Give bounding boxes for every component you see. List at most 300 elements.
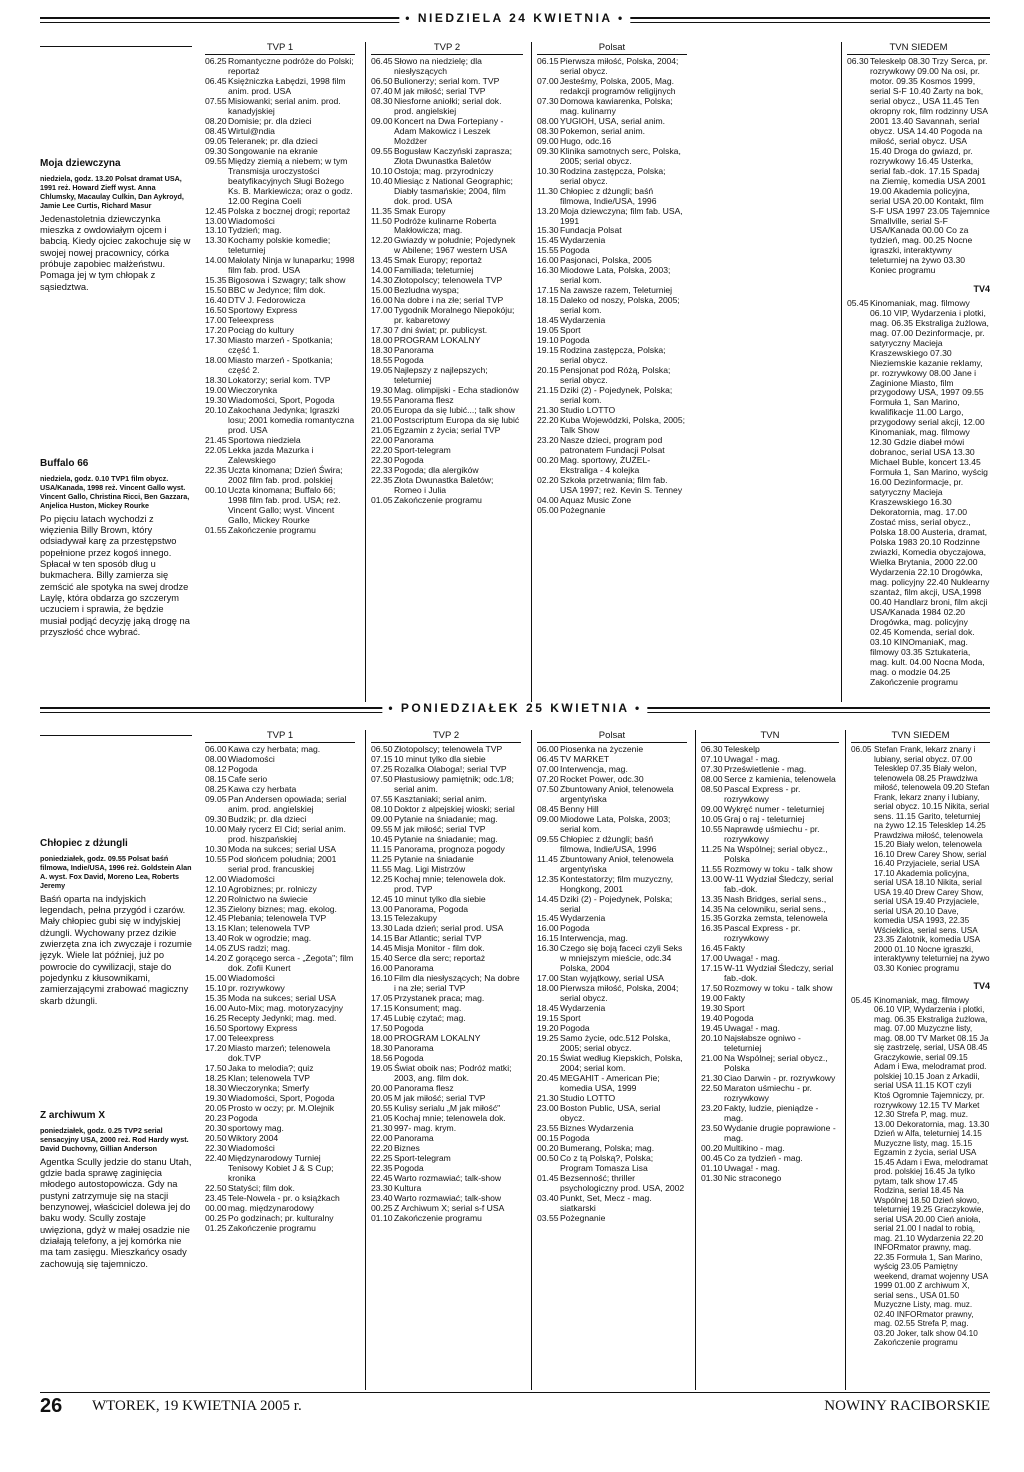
program-time: 00.15 (537, 1132, 559, 1143)
program-time: 18.56 (371, 1053, 393, 1064)
program-title: sportowy mag. (228, 1122, 284, 1133)
program-title: Miasto marzeń - Spotkania; część 1. (228, 335, 333, 356)
program-title: Konsument; mag. (394, 1003, 462, 1014)
program-title: Serce z kamienia, telenowela (724, 773, 836, 784)
program-time: 00.20 (537, 454, 559, 465)
program-time: 20.30 (205, 1122, 227, 1133)
program-title: Graj o raj - teleturniej (724, 813, 805, 824)
program-title: Songowanie na ekranie (228, 145, 318, 156)
program-time: 19.30 (205, 1092, 227, 1103)
program-time: 19.30 (205, 394, 227, 405)
program-entry (537, 296, 687, 316)
program-time: 20.05 (205, 1102, 227, 1113)
program-time: 22.00 (371, 1132, 393, 1143)
program-time: 03.55 (537, 1212, 559, 1223)
program-time: 09.55 (371, 823, 393, 834)
film-description: Agentka Scully jedzie do stanu Utah, gdzie bada sprawę zaginięcia młodego autostopowicza. Gdy na pustyni zatrzymuje się na stacji benzynowej, właściciel dolewa jej do baku wody. Scully zostaje uwięziona, gdyż w małej osadzie nie działają telefony, a jej komórka nie ma tam zasięgu. Mieszkańcy osady zachowują się tajemniczo. (40, 1156, 192, 1269)
program-time: 12.25 (371, 873, 393, 884)
program-time: 10.10 (371, 165, 393, 176)
program-title: Warto rozmawiać; talk-show (394, 1172, 502, 1183)
program-title: Teleranek; pr. dla dzieci (228, 135, 318, 146)
program-time: 14.35 (701, 903, 723, 914)
program-time: 20.05 (371, 404, 393, 415)
program-title: Zbuntowany Anioł, telenowela argentyńska (560, 783, 674, 804)
program-time: 22.00 (371, 434, 393, 445)
program-title: Statyści; film dok. (228, 1182, 295, 1193)
program-title: Lada dzień; serial prod. USA (394, 923, 504, 934)
program-time: 10.00 (205, 823, 227, 834)
program-title: Bigosowa i Szwagry; talk show (228, 275, 346, 286)
program-title: Niesforne aniołki; serial dok. prod. angielskiej (394, 95, 502, 116)
program-time: 08.50 (701, 783, 723, 794)
program-title: Misja Monitor - film dok. (394, 943, 485, 954)
program-title: ZUS radzi; mag. (228, 943, 291, 954)
program-entry (371, 217, 523, 237)
program-time: 16.00 (371, 963, 393, 974)
program-time: 07.30 (537, 95, 559, 106)
program-title: Ciao Darwin - pr. rozrywkowy (724, 1072, 836, 1083)
program-time: 08.12 (205, 763, 227, 774)
program-time: 15.35 (205, 275, 227, 286)
program-title: Cafe serio (228, 773, 268, 784)
article-moja-dziewczyna (40, 158, 192, 293)
program-title: Szkoła przetrwania; film fab. USA 1997; reż. Kevin S. Tenney (560, 474, 683, 495)
channel-column (537, 730, 687, 1224)
program-time: 17.20 (205, 1043, 227, 1054)
channel-name: TVP 1 (205, 42, 355, 55)
program-title: Ostoja; mag. przyrodniczy (394, 165, 494, 176)
program-time: 19.15 (537, 1013, 559, 1024)
program-entry (537, 476, 687, 496)
page-number: 26 (40, 1395, 63, 1417)
program-title: Pod słońcem południa; 2001 serial prod. francuskiej (228, 853, 337, 874)
channel-name: Polsat (537, 42, 687, 55)
program-time: 06.05 (851, 745, 872, 755)
program-time: 16.50 (205, 305, 227, 316)
program-title: Maraton uśmiechu - pr. rozrywkowy (724, 1082, 812, 1103)
program-time: 12.45 (371, 893, 393, 904)
program-title: Fundacja Polsat (560, 225, 622, 236)
program-time: 07.50 (537, 783, 559, 794)
program-entry (205, 77, 355, 97)
program-title: Wiadomości (228, 1142, 275, 1153)
program-time: 12.20 (205, 893, 227, 904)
program-time: 17.00 (205, 1033, 227, 1044)
program-time: 16.30 (537, 265, 559, 276)
program-entry (371, 97, 523, 117)
film-title: Chłopiec z dżungli (40, 838, 128, 849)
program-time: 10.30 (537, 165, 559, 176)
program-title: Klan; telenowela TVP (228, 923, 311, 934)
program-title: Fakty, ludzie, pieniądze - mag. (724, 1102, 819, 1123)
channel-column (371, 730, 521, 1224)
program-time: 13.35 (701, 893, 723, 904)
program-title: Pokemon, serial anim. (560, 125, 646, 136)
program-entry (205, 954, 355, 974)
program-entry (537, 97, 687, 117)
program-title: Czego się boją faceci czyli Seks w mniejszym mieście, odc.34 Polska, 2004 (560, 943, 683, 974)
program-time: 22.30 (371, 454, 393, 465)
program-time: 21.30 (537, 404, 559, 415)
program-entry (537, 855, 687, 875)
program-title: Uwaga! - mag. (724, 1162, 780, 1173)
program-time: 09.55 (537, 833, 559, 844)
program-time: 20.10 (701, 1033, 723, 1044)
program-title: Polska z bocznej drogi; reportaż (228, 205, 351, 216)
channel-name: TVN SIEDEM (847, 42, 990, 55)
channel-name: TVN (701, 730, 839, 743)
program-time: 17.05 (371, 993, 393, 1004)
program-title: Pensjonat pod Różą, Polska; serial obycz. (560, 365, 671, 386)
sunday-band (40, 11, 990, 26)
program-entry (537, 436, 687, 456)
program-title: Pogoda; dla alergików (394, 464, 479, 475)
program-title: Serce dla serc; reportaż (394, 953, 486, 964)
column-divider (695, 730, 696, 1390)
program-title: Pytanie na śniadanie (394, 853, 474, 864)
program-title: Pogoda (394, 1162, 424, 1173)
program-title: Telezakupy (394, 913, 437, 924)
program-title: Pogoda (560, 245, 590, 256)
program-title: Tydzień; mag. (228, 225, 282, 236)
program-time: 16.25 (205, 1013, 227, 1024)
program-title: Naprawdę uśmiechu - pr. rozrywkowy (724, 823, 820, 844)
program-entry (537, 77, 687, 97)
program-time: 00.25 (371, 1202, 393, 1213)
program-title: 10 minut tylko dla siebie (394, 753, 486, 764)
program-title: Samo życie, odc.512 Polska, 2005; serial obycz. (560, 1033, 671, 1054)
program-title: Moda na sukces; serial USA (228, 843, 336, 854)
program-entry (537, 1194, 687, 1214)
program-time: 19.15 (537, 345, 559, 356)
program-time: 20.10 (205, 404, 227, 415)
program-entry (537, 386, 687, 406)
film-title: Moja dziewczyna (40, 158, 121, 169)
program-time: 21.15 (537, 384, 559, 395)
program-time: 21.00 (371, 414, 393, 425)
program-title: Pogoda (394, 1053, 424, 1064)
program-time: 08.30 (371, 95, 393, 106)
program-title: Mały rycerz El Cid; serial anim. prod. hiszpańskiej (228, 823, 346, 844)
film-meta: poniedziałek, godz. 0.25 TVP2 serial sensacyjny USA, 2000 reż. Rod Hardy wyst. David Duchovny, Gillian Anderson (40, 1125, 189, 1153)
program-time: 20.05 (371, 1092, 393, 1103)
program-time: 08.25 (205, 783, 227, 794)
program-entry (537, 895, 687, 915)
program-time: 10.30 (205, 843, 227, 854)
program-time: 15.35 (701, 913, 723, 924)
program-time: 09.30 (537, 145, 559, 156)
program-title: Sport-telegram (394, 1152, 451, 1163)
program-time: 13.30 (205, 235, 227, 246)
program-entry (371, 496, 523, 506)
program-time: 21.45 (205, 434, 227, 445)
program-title: Warto rozmawiać; talk-show (394, 1192, 502, 1203)
program-time: 08.20 (205, 115, 227, 126)
program-time: 18.30 (371, 1043, 393, 1054)
program-title: Pogoda (724, 1013, 754, 1024)
program-title: Pytanie na śniadanie; mag. (394, 813, 498, 824)
program-time: 14.05 (205, 943, 227, 954)
program-time: 06.00 (205, 744, 227, 755)
program-title: Teleskelp (724, 744, 760, 755)
program-title: Kochaj mnie; telenowela dok. prod. TVP (394, 873, 506, 894)
program-title: Wydarzenia (560, 913, 606, 924)
program-entry (701, 1174, 839, 1184)
program-title: Wieczorynka (228, 384, 278, 395)
program-entry (371, 117, 523, 147)
program-time: 15.45 (537, 913, 559, 924)
program-title: Sportowa niedziela (228, 434, 301, 445)
program-time: 19.05 (537, 325, 559, 336)
program-time: 13.15 (371, 913, 393, 924)
program-time: 22.33 (371, 464, 393, 475)
program-time: 22.50 (701, 1082, 723, 1093)
program-time: 16.50 (205, 1023, 227, 1034)
program-title: M jak miłość; serial TVP (394, 1092, 486, 1103)
program-entry (205, 256, 355, 276)
program-entry (205, 1224, 355, 1234)
program-title: Lubię czytać; mag. (394, 1013, 466, 1024)
program-entry (537, 346, 687, 366)
program-time: 01.05 (371, 494, 393, 505)
program-title: Pożegnanie (560, 504, 606, 515)
program-entry (537, 187, 687, 207)
program-title: Pogoda (228, 763, 258, 774)
program-title: Klan; telenowela TVP (228, 1072, 311, 1083)
program-title: Biznes Wydarzenia (560, 1122, 634, 1133)
program-time: 15.40 (371, 953, 393, 964)
program-time: 06.45 (371, 56, 393, 67)
film-description: Po pięciu latach wychodzi z więzienia Billy Brown, który odsiadywał karę za przestępstwo popełnione przez kogoś innego. Spłacał w ten sposób dług u bukmachera. Billy zamierza się zemścić ale spotyka na swej drodze Laylę, która obdarza go szczerym uczuciem i sprawia, że będzie musiał podjąć decyzję jaką drogę na przyszłość chce wybrać. (40, 513, 190, 637)
program-title: Co z tą Polską?, Polska; Program Tomasza Lisa (560, 1152, 654, 1173)
program-time: 15.50 (205, 285, 227, 296)
program-title: Kultura (394, 1182, 422, 1193)
program-title: Świat oboik nas; Podróż matki; 2003, ang. film dok. (394, 1063, 512, 1083)
program-time: 14.15 (371, 933, 393, 944)
program-entry (537, 506, 687, 516)
program-title: Kinomaniak, mag. filmowy 06.10 VIP, Wydarzenia i plotki, mag. 06.35 Ekstraliga żużlowa, mag. 07.00 Dezinformacje, pr. satyryczny Macieja Kraszewskiego 07.30 Nieziemskie kazanie reklamy, pr. rozrywkowy 08.00 Jane i Zaginione Miasto, film przygodowy USA, 1997 09.55 Formuła 1, San Marino, kwalifikacje 11.00 Largo, przygodowy serial akcji, 12.00 Kinomaniak, mag. filmowy 12.30 Gdzie diabeł mówi dobranoc, serial USA 13.30 Michael Buble, koncert 13.45 Formuła 1, San Marino, wyścig 16.00 Dezinformacje, pr. satyryczny Macieja Kraszewskiego 16.30 Dekoratornia, mag. 17.00 Zostać miss, serial obycz., Polska 18.00 Austeria, dramat, Polska 1983 20.10 Rodzinne zwiazki, Komedia obyczajowa, Wielka Brytania, 2000 22.00 Wydarzenia 22.10 Drogówka, mag. policyjny 22.40 Nuklearny szantaż, film akcji, USA,1998 00.40 Handlarz broni, film akcji USA/Kanada 1984 02.20 Drogówka, mag. policyjny 02.45 Komenda, serial dok. 03.10 KINOmaniaK, mag. filmowy 03.35 Sztukateria, mag. kult. 04.00 Nocna Moda, mag. o modzie 04.25 Zakończenie programu (870, 297, 990, 687)
program-time: 16.45 (701, 943, 723, 954)
program-title: Studio LOTTO (560, 1092, 616, 1103)
program-time: 08.45 (205, 125, 227, 136)
program-title: Nash Bridges, serial sens., (724, 893, 827, 904)
program-title: Bulionerzy; serial kom. TVP (394, 75, 500, 86)
program-title: YUGIOH, USA, serial anim. (560, 115, 666, 126)
program-time: 09.05 (205, 135, 227, 146)
program-time: 19.45 (701, 1023, 723, 1034)
program-title: Kawa czy herbata; mag. (228, 744, 321, 755)
program-time: 23.20 (537, 434, 559, 445)
program-time: 12.00 (205, 873, 227, 884)
program-time: 20.23 (205, 1112, 227, 1123)
program-time: 12.45 (205, 913, 227, 924)
program-time: 09.00 (371, 115, 393, 126)
program-entry (851, 745, 990, 973)
program-time: 13.30 (371, 923, 393, 934)
program-title: Teleskelp 08.30 Trzy Serca, pr. rozrywkowy 09.00 Na osi, pr. motor. 09.35 Kosmos 1999, serial S-F 10.40 Żarty na bok, serial obycz., USA 11.45 Ten okropny rok, film rodzinny USA 2001 13.40 Savannah, serial obycz. USA 14.40 Pogoda na miłość, serial obycz. USA 15.40 Droga do gwiazd, pr. rozrywkowy 16.45 Usterka, serial fab.-dok. 17.15 Spadaj na Ziemię, komedia USA 2001 19.00 Akademia policyjna, serial USA 20.00 Kontakt, film S-F USA 1997 23.05 Tajemnice Smallville, serial S-F USA/Kanada 00.00 Co za tydzień, mag. 00.25 Nocne igraszki, interaktywny teleturniej na żywo 03.30 Koniec programu (870, 56, 990, 276)
channel-column (847, 42, 990, 688)
program-time: 05.00 (537, 504, 559, 515)
program-time: 11.50 (371, 215, 392, 226)
program-title: Rozmowy w toku - talk show (724, 983, 833, 994)
program-entry (205, 97, 355, 117)
program-entry (701, 875, 839, 895)
program-title: Uwaga! - mag. (724, 953, 780, 964)
program-entry (205, 336, 355, 356)
program-time: 21.00 (701, 1053, 723, 1064)
article-chlopiec-z-dzungli (40, 838, 192, 1007)
program-time: 16.15 (537, 933, 559, 944)
program-time: 13.10 (205, 225, 227, 236)
program-time: 23.30 (371, 1182, 393, 1193)
channel-name: TVP 2 (371, 730, 521, 743)
program-title: Na Wspólnej; serial obycz., Polska (724, 1053, 828, 1074)
program-time: 17.50 (205, 1063, 227, 1074)
program-time: 09.00 (537, 135, 559, 146)
program-time: 09.55 (371, 145, 393, 156)
program-time: 06.25 (205, 56, 227, 67)
program-time: 14.45 (537, 893, 559, 904)
program-title: Panorama flesz (394, 1082, 454, 1093)
program-time: 22.20 (537, 414, 559, 425)
film-title: Z archiwum X (40, 1110, 106, 1121)
program-time: 20.55 (371, 1102, 393, 1113)
program-title: Sport (560, 325, 581, 336)
program-entry (847, 299, 990, 688)
program-entry (371, 1214, 521, 1224)
program-time: 13.00 (371, 903, 393, 914)
program-time: 09.30 (205, 145, 227, 156)
program-title: Pogoda (394, 454, 424, 465)
column-divider (841, 42, 842, 702)
program-time: 18.30 (205, 1082, 227, 1093)
program-title: Piosenka na życzenie (560, 744, 644, 755)
program-entry (537, 456, 687, 476)
program-title: Tygodnik Moralnego Niepokóju; pr. kabaretowy (394, 305, 515, 326)
program-title: Najlepszy z najlepszych; teleturniej (394, 365, 488, 386)
program-time: 00.00 (205, 1202, 227, 1213)
program-time: 17.30 (371, 325, 393, 336)
program-entry (701, 964, 839, 984)
program-title: Na dobre i na złe; serial TVP (394, 295, 504, 306)
channel-name: TVP 1 (205, 730, 355, 743)
program-title: Pociąg do kultury (228, 325, 294, 336)
program-title: 997- mag. krym. (394, 1122, 457, 1133)
program-title: Prosto w oczy; pr. M.Olejnik (228, 1102, 335, 1113)
program-time: 18.00 (537, 983, 559, 994)
program-title: M jak miłość; serial TVP (394, 823, 486, 834)
program-entry (537, 815, 687, 835)
program-title: M jak miłość; serial TVP (394, 85, 486, 96)
program-title: Bezludna wyspa; (394, 285, 459, 296)
program-title: Po godzinach; pr. kulturalny (228, 1212, 334, 1223)
program-title: Płastusiowy pamiętnik; odc.1/8; serial anim. (394, 773, 514, 794)
program-title: Wieczorynka; Smerfy (228, 1082, 310, 1093)
program-entry (537, 416, 687, 436)
program-time: 09.55 (205, 155, 227, 166)
program-time: 19.05 (371, 1063, 393, 1074)
program-time: 00.50 (537, 1152, 559, 1163)
program-entry (205, 57, 355, 77)
program-title: Sportowy Express (228, 305, 298, 316)
program-time: 19.40 (701, 1013, 723, 1024)
program-title: Na celowniku, serial sens., (724, 903, 826, 914)
program-time: 09.30 (205, 813, 227, 824)
channel-column (851, 730, 990, 1348)
channel-column (205, 42, 355, 536)
program-title: Sportowy Express (228, 1023, 298, 1034)
program-time: 13.15 (205, 923, 227, 934)
program-time: 12.45 (205, 205, 227, 216)
issue-date: WTOREK, 19 KWIETNIA 2005 r. (92, 1398, 302, 1414)
program-title: Auto-Mix; mag. motoryzacyjny (228, 1003, 344, 1014)
program-title: Punkt, Set, Mecz - mag. siatkarski (560, 1192, 652, 1213)
program-title: Agrobiznes; pr. rolniczy (228, 883, 317, 894)
program-entry (537, 266, 687, 286)
program-title: W-11 Wydział Śledczy, serial fab.-dok. (724, 963, 834, 984)
program-title: Chłopiec z dżungli; baśń filmowa, Indie/USA, 1996 (560, 833, 657, 854)
program-time: 22.20 (371, 444, 393, 455)
program-title: Wiadomości, Sport, Pogoda (228, 1092, 335, 1103)
program-time: 07.50 (371, 773, 393, 784)
program-title: Pogoda (560, 335, 590, 346)
program-time: 11.25 (371, 853, 392, 864)
channel-name: TVN SIEDEM (851, 730, 990, 743)
program-title: Benny Hill (560, 803, 599, 814)
program-time: 07.10 (701, 753, 723, 764)
program-title: Pogoda (560, 923, 590, 934)
program-time: 18.30 (371, 345, 393, 356)
program-entry (701, 1054, 839, 1074)
channel-column (205, 730, 355, 1233)
program-title: Miodowe Lata, Polska, 2003; serial kom. (560, 813, 671, 834)
program-time: 21.05 (371, 1112, 393, 1123)
program-entry (205, 486, 355, 526)
program-title: Familiada; teleturniej (394, 265, 474, 276)
program-time: 17.50 (371, 1023, 393, 1034)
newspaper-name: NOWINY RACIBORSKIE (824, 1398, 990, 1414)
program-time: 15.35 (205, 993, 227, 1004)
program-title: Zakończenie programu (228, 1222, 316, 1233)
program-title: PROGRAM LOKALNY (394, 335, 481, 346)
program-time: 10.05 (701, 813, 723, 824)
program-time: 08.10 (371, 803, 393, 814)
program-title: Fakty (724, 993, 746, 1004)
program-time: 14.00 (371, 265, 393, 276)
sunday-schedule (205, 42, 990, 702)
program-time: 19.25 (537, 1033, 559, 1044)
program-title: Uczta kinomana; Buffalo 66; 1998 film fab. prod. USA; reż. Vincent Gallo; wyst. Vincent Gallo, Mickey Rourke (228, 484, 341, 525)
program-time: 13.00 (205, 215, 227, 226)
program-entry (371, 366, 523, 386)
program-time: 08.00 (205, 753, 227, 764)
program-time: 07.25 (371, 763, 393, 774)
channel-name: TV4 (973, 981, 990, 992)
program-entry (371, 974, 521, 994)
program-time: 07.55 (371, 793, 393, 804)
program-title: Pasjonaci, Polska, 2005 (560, 255, 652, 266)
program-time: 13.20 (537, 205, 559, 216)
program-title: Pogoda (560, 1023, 590, 1034)
program-title: Sport (560, 1013, 581, 1024)
page-footer (40, 1392, 990, 1417)
program-time: 18.45 (537, 1003, 559, 1014)
program-entry (537, 1074, 687, 1094)
program-title: Rok w ogrodzie; mag. (228, 933, 312, 944)
program-title: Uwaga! - mag. (724, 753, 780, 764)
program-entry (537, 1104, 687, 1124)
program-title: Prześwietlenie - mag. (724, 763, 807, 774)
